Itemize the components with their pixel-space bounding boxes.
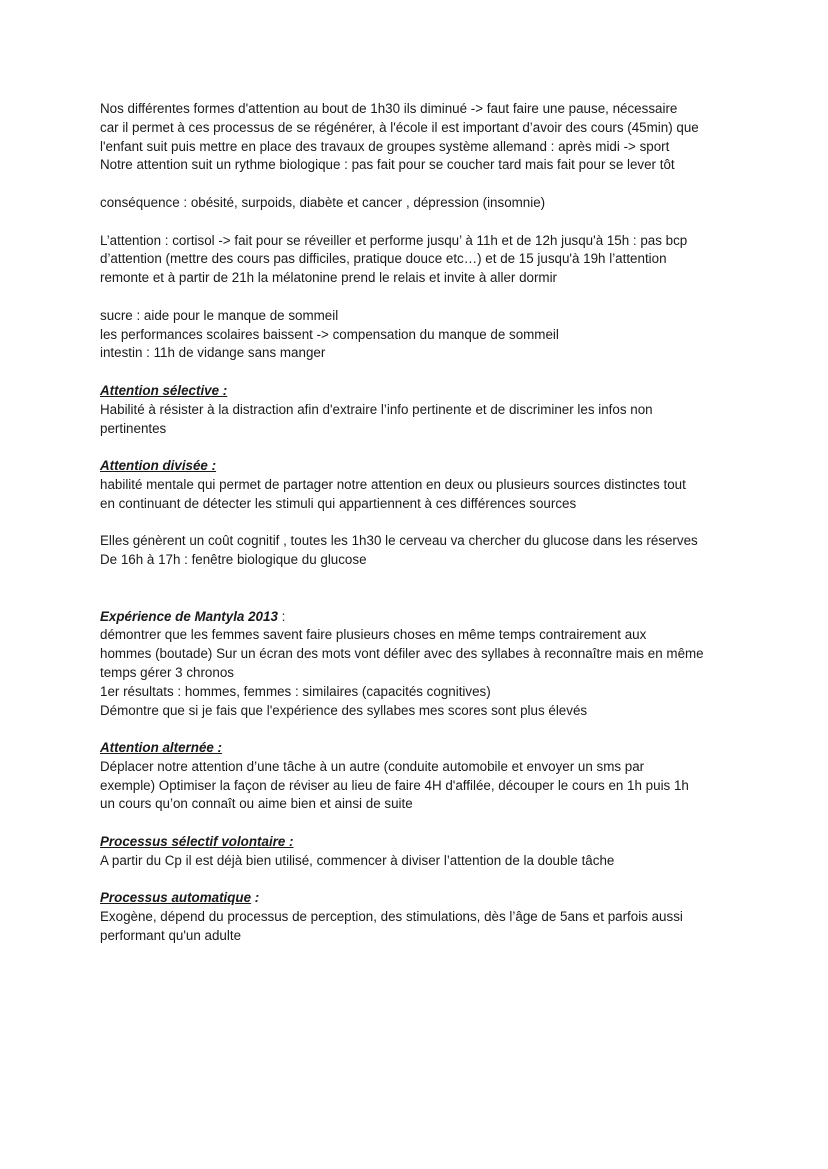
- text-line: car il permet à ces processus de se régénérer, à l'école il est important d’avoir des cours (45min) que: [100, 119, 699, 135]
- text-line: hommes (boutade) Sur un écran des mots vont défiler avec des syllabes à reconnaître mais en même: [100, 646, 704, 662]
- heading-suffix: :: [277, 608, 286, 624]
- divisee-section: [100, 457, 740, 513]
- cout-paragraph: [100, 532, 740, 570]
- text-line: performant qu'un adulte: [100, 928, 242, 944]
- section-heading: [100, 739, 740, 758]
- selective-section: [100, 382, 740, 438]
- text-line: temps gérer 3 chronos: [100, 664, 234, 680]
- text-line: l'enfant suit puis mettre en place des travaux de groupes système allemand : après midi -> sport: [100, 138, 670, 154]
- text-line: Nos différentes formes d'attention au bout de 1h30 ils diminué -> faut faire une pause, nécessaire: [100, 101, 678, 116]
- section-heading: [100, 457, 740, 476]
- blank-lines: [100, 570, 740, 608]
- consequence-paragraph: [100, 194, 740, 213]
- blank-line: [100, 814, 740, 833]
- blank-line: [100, 514, 740, 533]
- text-line: Elles génèrent un coût cognitif , toutes les 1h30 le cerveau va chercher du glucose dans les réserves: [100, 533, 698, 549]
- alternee-heading: Attention alternée :: [100, 740, 223, 756]
- alternee-section: [100, 739, 740, 814]
- text-line: Démontre que si je fais que l'expérience des syllabes mes scores sont plus élevés: [100, 702, 588, 718]
- text-line: en continuant de détecter les stimuli qui appartiennent à ces différences sources: [100, 495, 577, 511]
- cortisol-paragraph: [100, 232, 740, 288]
- text-line: un cours qu’on connaît ou aime bien et ainsi de suite: [100, 796, 413, 812]
- sucre-paragraph: [100, 307, 740, 363]
- automatique-heading: Processus automatique: [100, 890, 252, 906]
- selective-heading: Attention sélective :: [100, 382, 228, 398]
- text-line: habilité mentale qui permet de partager notre attention en deux ou plusieurs sources distinctes tout: [100, 476, 686, 492]
- volontaire-heading: Processus sélectif volontaire :: [100, 834, 294, 850]
- mantyla-heading: Expérience de Mantyla 2013: [100, 608, 278, 624]
- text-line: 1er résultats : hommes, femmes : similaires (capacités cognitives): [100, 683, 491, 699]
- text-line: pertinentes: [100, 420, 167, 436]
- text-line: Habilité à résister à la distraction afin d'extraire l’info pertinente et de discriminer les infos non: [100, 401, 653, 417]
- text-line: Notre attention suit un rythme biologique : pas fait pour se coucher tard mais fait pour se lever tôt: [100, 157, 675, 173]
- text-line: exemple) Optimiser la façon de réviser au lieu de faire 4H d'affilée, découper le cours en 1h puis 1h: [100, 777, 689, 793]
- mantyla-section: [100, 608, 740, 721]
- automatique-section: [100, 889, 740, 945]
- divisee-heading: Attention divisée :: [100, 458, 217, 474]
- section-heading: [100, 382, 740, 401]
- text-line: A partir du Cp il est déjà bien utilisé, commencer à diviser l’attention de la double tâche: [100, 852, 615, 868]
- volontaire-section: [100, 833, 740, 871]
- text-line: sucre : aide pour le manque de sommeil: [100, 307, 339, 323]
- blank-line: [100, 871, 740, 890]
- blank-line: [100, 363, 740, 382]
- text-line: remonte et à partir de 21h la mélatonine prend le relais et invite à aller dormir: [100, 270, 558, 286]
- heading-suffix: :: [251, 890, 260, 906]
- section-heading: [100, 608, 740, 627]
- text-line: Déplacer notre attention d’une tâche à un autre (conduite automobile et envoyer un sms par: [100, 758, 645, 774]
- text-line: démontrer que les femmes savent faire plusieurs choses en même temps contrairement aux: [100, 627, 647, 643]
- text-line: De 16h à 17h : fenêtre biologique du glucose: [100, 552, 367, 568]
- text-line: intestin : 11h de vidange sans manger: [100, 345, 326, 361]
- section-heading: [100, 889, 740, 908]
- text-line: conséquence : obésité, surpoids, diabète et cancer , dépression (insomnie): [100, 194, 546, 210]
- text-line: Exogène, dépend du processus de perception, des stimulations, dès l’âge de 5ans et parfois aussi: [100, 909, 683, 925]
- blank-line: [100, 213, 740, 232]
- intro-paragraph: [100, 100, 740, 175]
- blank-line: [100, 288, 740, 307]
- text-line: d’attention (mettre des cours pas difficiles, pratique douce etc…) et de 15 jusqu'à 19h l’attention: [100, 251, 667, 267]
- text-line: les performances scolaires baissent -> compensation du manque de sommeil: [100, 326, 559, 342]
- section-heading: [100, 833, 740, 852]
- blank-line: [100, 175, 740, 194]
- text-line: L’attention : cortisol -> fait pour se réveiller et performe jusqu’ à 11h et de 12h jusqu'à 15h : pas bcp: [100, 232, 688, 248]
- blank-line: [100, 720, 740, 739]
- blank-line: [100, 438, 740, 457]
- document-page: [100, 100, 740, 946]
